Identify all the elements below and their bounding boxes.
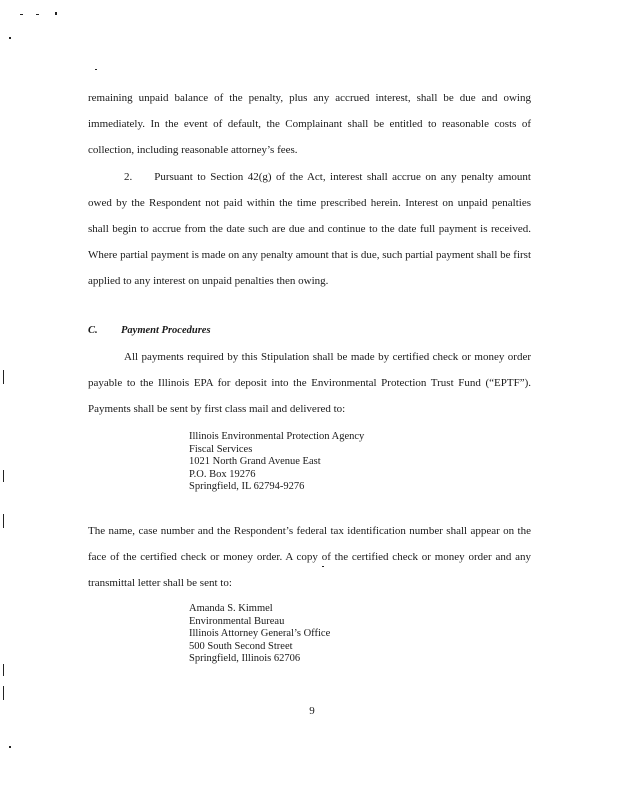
address-line: Illinois Environmental Protection Agency xyxy=(189,431,365,442)
address-line: Fiscal Services xyxy=(189,443,253,455)
address-line: Springfield, IL 62794-9276 xyxy=(189,481,305,492)
scan-mark xyxy=(9,37,11,39)
address-line: Illinois Attorney General’s Office xyxy=(189,628,331,639)
address-block-epa xyxy=(189,431,364,494)
scan-mark xyxy=(36,14,39,15)
paragraph-default-continuation: remaining unpaid balance of the penalty, plus any accrued interest, shall be due and owing immediately. In the event of default, the Complainant shall be entitled to reasonable costs of collection, including reasonable attorney’s fees. xyxy=(88,92,531,156)
scan-mark xyxy=(3,664,4,676)
scan-mark xyxy=(3,370,4,384)
page-number: 9 xyxy=(309,705,315,717)
scan-mark xyxy=(20,14,23,15)
section-title: Payment Procedures xyxy=(121,325,211,336)
scan-mark xyxy=(3,686,4,700)
paragraph-interest: 2. Pursuant to Section 42(g) of the Act, interest shall accrue on any penalty amount owed by the Respondent not paid within the time prescribed herein. Interest on unpaid penalties shall begin to accrue from the date such are due and continue to the date full payment is received. Where partial payment is made on any penalty amount that is due, such partial payment shall be first applied to any interest on unpaid penalties then owing. xyxy=(88,171,531,287)
scan-mark xyxy=(55,12,57,15)
address-block-attorney-general xyxy=(189,603,330,666)
scan-mark xyxy=(3,514,4,528)
address-line: Springfield, Illinois 62706 xyxy=(189,653,301,664)
address-line: 1021 North Grand Avenue East xyxy=(189,456,321,467)
scan-mark xyxy=(95,69,97,70)
address-line: Amanda S. Kimmel xyxy=(189,603,273,614)
scan-mark xyxy=(9,746,11,748)
paragraph-copy-instructions: The name, case number and the Respondent’s federal tax identification number shall appear on the face of the certified check or money order. A copy of the certified check or money order and any transmittal letter shall be sent to: xyxy=(88,525,531,589)
section-letter: C. xyxy=(88,325,98,336)
scan-mark xyxy=(3,470,4,482)
address-line: 500 South Second Street xyxy=(189,640,293,652)
section-heading xyxy=(88,323,211,339)
address-line: P.O. Box 19276 xyxy=(189,468,256,480)
address-line: Environmental Bureau xyxy=(189,615,285,627)
paragraph-payments: All payments required by this Stipulation shall be made by certified check or money order payable to the Illinois EPA for deposit into the Environmental Protection Trust Fund (“EPTF”). Payments shall be sent by first class mail and delivered to: xyxy=(88,351,531,415)
